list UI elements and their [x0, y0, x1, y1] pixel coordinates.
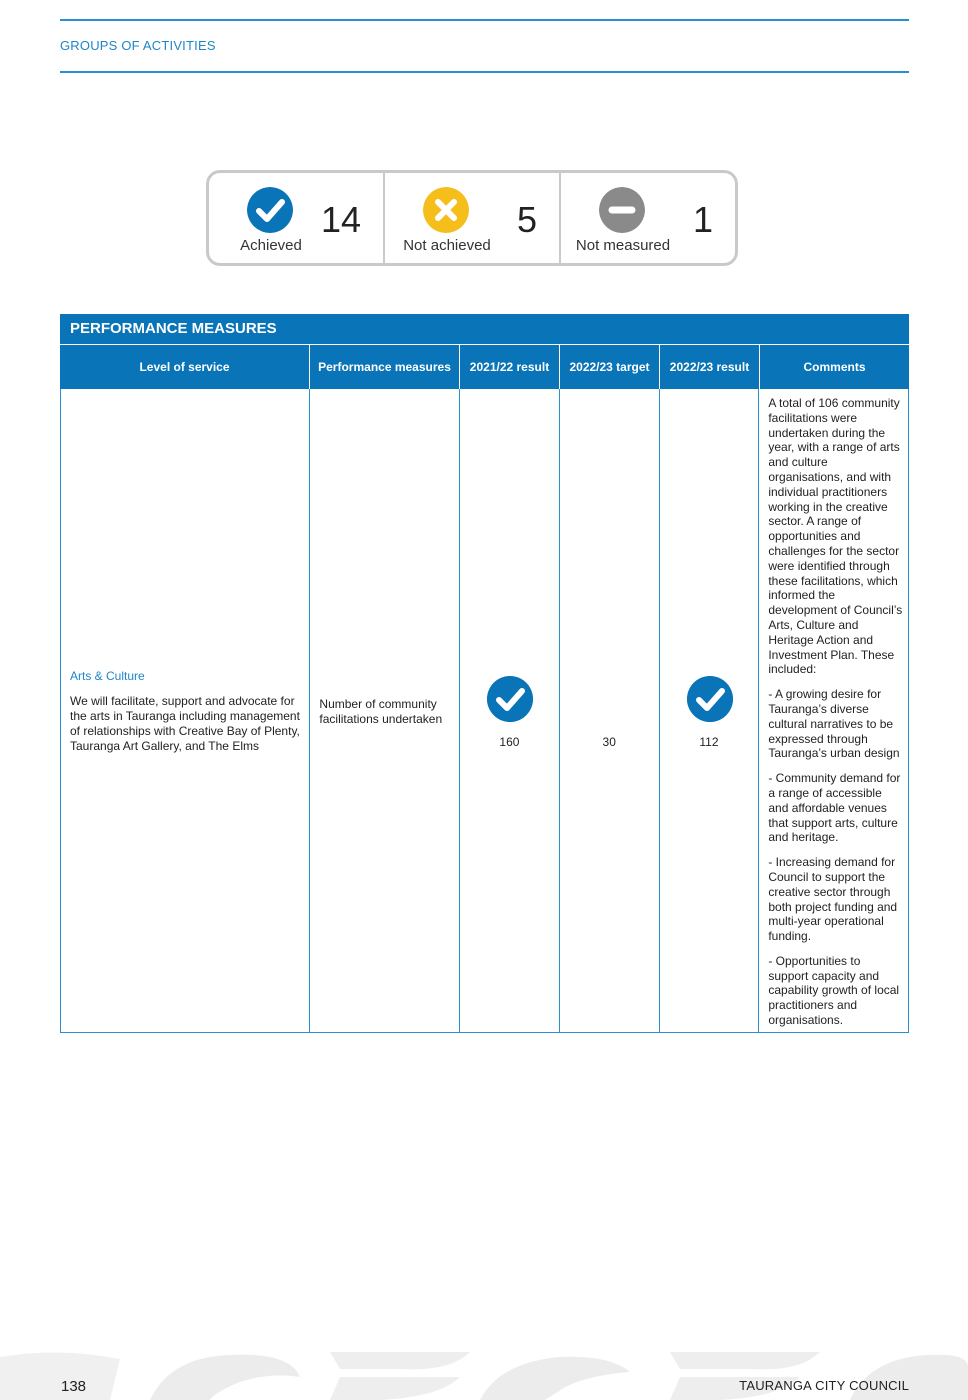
summary-count: 14	[320, 199, 361, 240]
summary-not-achieved	[385, 173, 561, 263]
comment-paragraph: - Opportunities to support capacity and capability growth of local practitioners and organisations.	[768, 953, 900, 1028]
header-level-of-service: Level of service	[60, 345, 310, 389]
cell-2022-23-target	[560, 389, 660, 1032]
summary-count: 1	[692, 199, 713, 240]
comment-paragraph: A total of 106 community facilitations were undertaken during the year, with a range of arts and culture organisations, and with individual practitioners working in the creative sector. A range of opportunities and challenges for the sector were identified through these facilitations, which informed the development of Council’s Arts, Culture and Heritage Action and Investment Plan. These included:	[768, 396, 903, 677]
result-value: 112	[699, 735, 719, 749]
header-2021-22-result: 2021/22 result	[460, 345, 560, 389]
header-performance-measures: Performance measures	[310, 345, 460, 389]
summary-label: Not measured	[575, 237, 671, 254]
level-description: We will facilitate, support and advocate for the arts in Tauranga including management of relationships with Creative Bay of Plenty, Tauranga Art Gallery, and The Elms	[70, 694, 300, 753]
header-rule-top	[60, 19, 909, 21]
minus-circle-icon	[599, 187, 645, 233]
cell-2021-22-result	[460, 389, 560, 1032]
cell-performance-measure	[310, 389, 460, 1032]
result-value: 160	[499, 735, 520, 749]
check-circle-icon	[247, 187, 293, 233]
cell-level-of-service	[61, 389, 310, 1032]
page-number: 138	[61, 1378, 87, 1395]
header-comments: Comments	[760, 345, 909, 389]
cell-comments	[759, 389, 908, 1032]
check-circle-icon	[687, 676, 733, 722]
table-title: PERFORMANCE MEASURES	[60, 314, 909, 344]
table-header-row	[60, 345, 909, 389]
results-summary	[206, 170, 738, 266]
level-title: Arts & Culture	[70, 669, 145, 683]
comment-paragraph: - A growing desire for Tauranga’s diverse cultural narratives to be expressed through Tauranga’s urban design	[768, 687, 900, 761]
target-value: 30	[602, 735, 616, 749]
summary-not-measured	[561, 173, 735, 263]
check-circle-icon	[487, 676, 533, 722]
performance-measures-table	[60, 314, 909, 1033]
summary-count: 5	[516, 199, 537, 240]
header-rule-bottom	[60, 71, 909, 73]
measure-text: Number of community facilitations undertaken	[319, 697, 443, 726]
summary-achieved	[209, 173, 385, 263]
table-row	[60, 389, 909, 1033]
cell-2022-23-result	[660, 389, 760, 1032]
summary-label: Achieved	[240, 237, 302, 254]
comments-text	[768, 396, 902, 1038]
summary-label: Not achieved	[403, 237, 491, 254]
comment-paragraph: - Increasing demand for Council to support the creative sector through both project funding and multi-year operational funding.	[768, 855, 898, 944]
header-2022-23-result: 2022/23 result	[660, 345, 760, 389]
cross-circle-icon	[423, 187, 469, 233]
comment-paragraph: - Community demand for a range of accessible and affordable venues that support arts, culture and heritage.	[768, 771, 901, 845]
header-2022-23-target: 2022/23 target	[560, 345, 660, 389]
section-label: GROUPS OF ACTIVITIES	[60, 38, 216, 53]
footer-organisation: TAURANGA CITY COUNCIL	[739, 1378, 909, 1393]
